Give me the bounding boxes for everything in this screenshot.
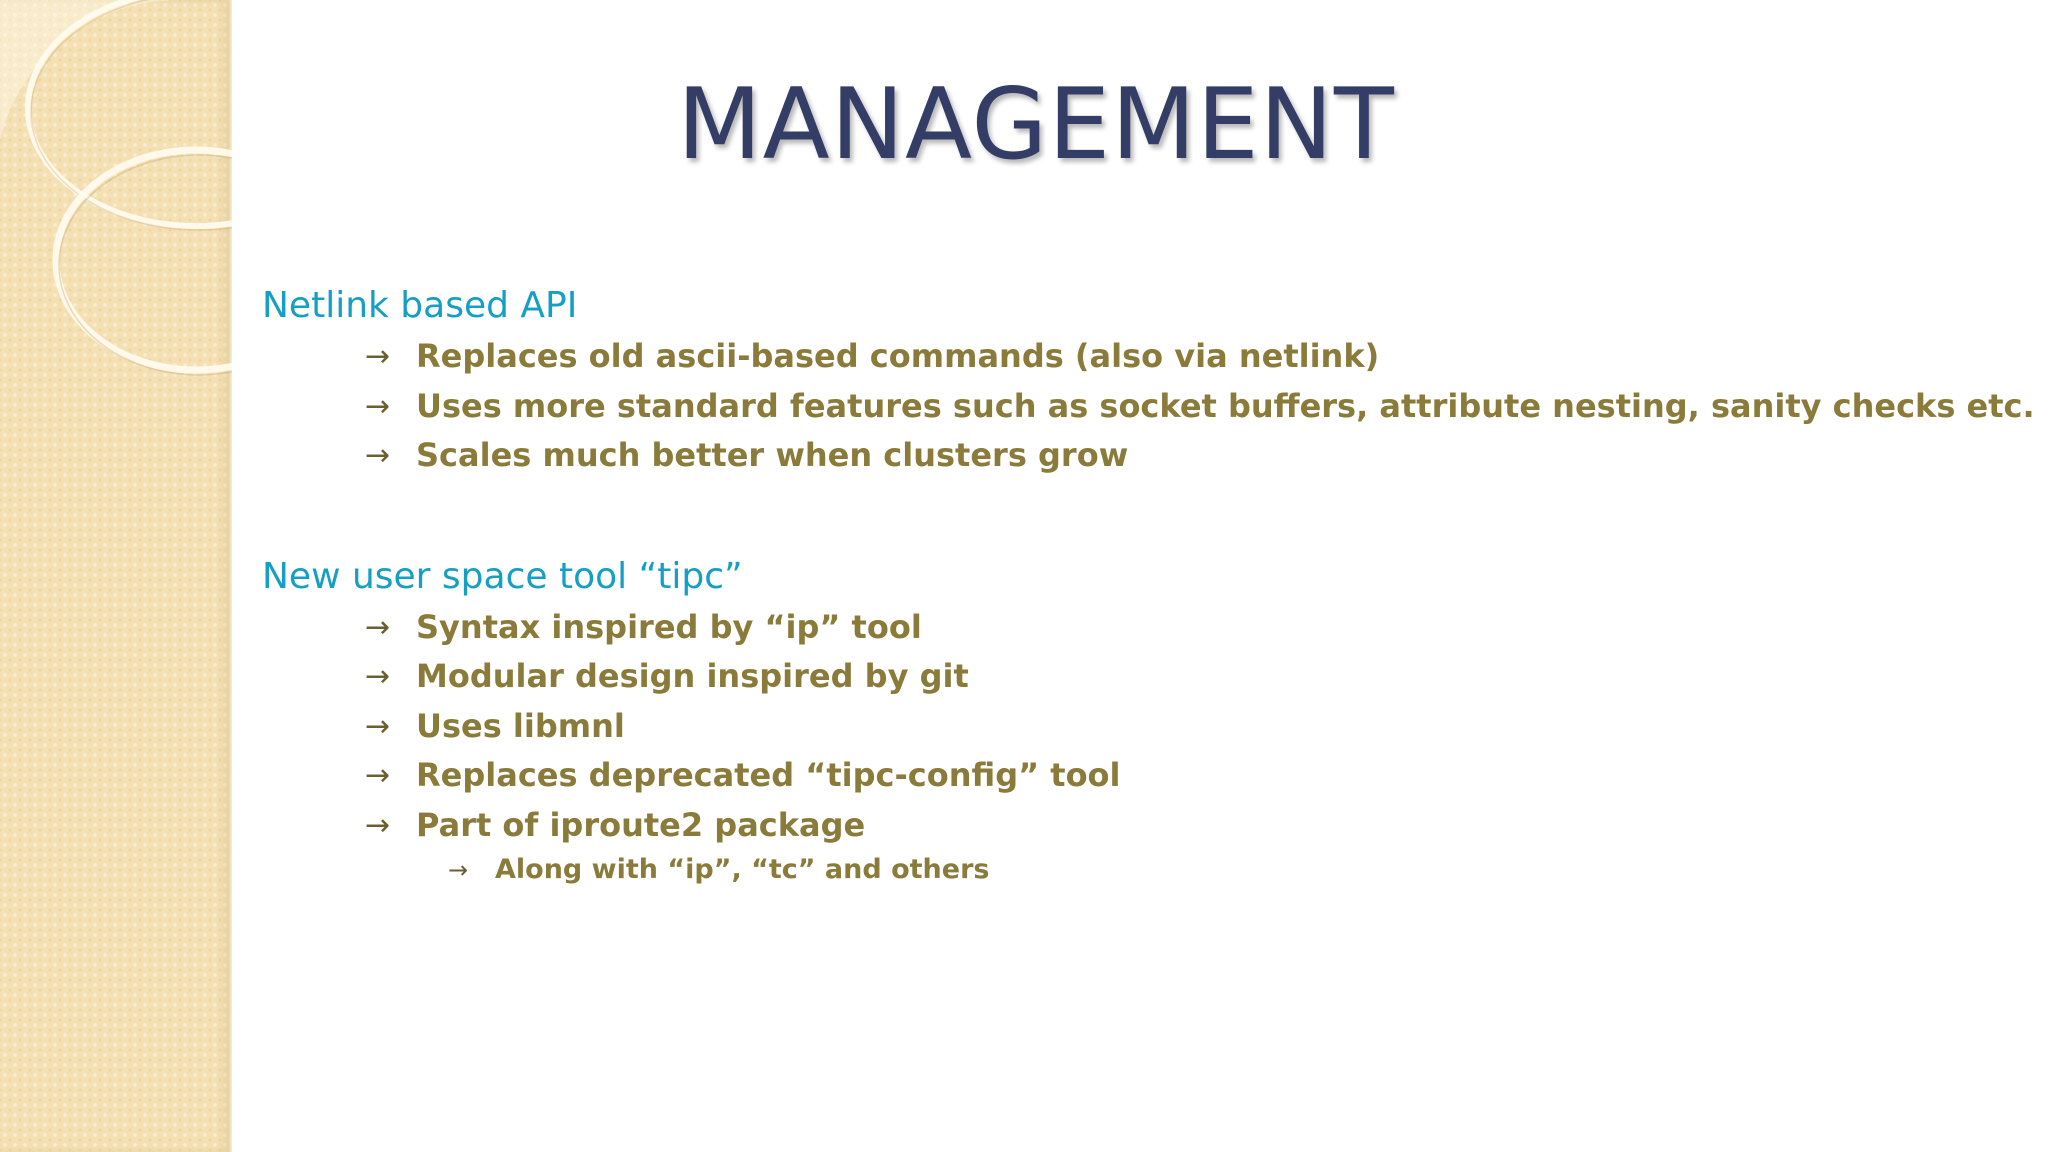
section-heading-tipc-tool: New user space tool “tipc”: [262, 555, 743, 597]
arrow-right-icon: →: [365, 438, 391, 473]
slide-title: [0, 68, 2048, 182]
bullet-item: [262, 382, 2035, 432]
section-gap: [262, 481, 2022, 551]
bullet-text: Uses libmnl: [416, 706, 625, 745]
bullet-item: [262, 801, 2022, 851]
arrow-right-icon: →: [365, 339, 391, 374]
bullet-item: [262, 751, 2022, 801]
sub-bullet-text: Along with “ip”, “tc” and others: [495, 854, 990, 885]
bullet-item: [262, 431, 2022, 481]
bullet-text: Uses more standard features such as socket buffers, attribute nesting, sanity checks etc.: [416, 386, 2035, 425]
arrow-right-icon: →: [365, 388, 391, 424]
slide-content: [262, 280, 2035, 890]
arrow-right-icon: →: [448, 856, 469, 884]
arrow-right-icon: →: [365, 807, 391, 843]
bullet-text: Scales much better when clusters grow: [416, 436, 1129, 474]
arrow-right-icon: →: [365, 659, 391, 694]
bullet-text: Replaces deprecated “tipc-config” tool: [416, 756, 1121, 794]
bullet-text: Syntax inspired by “ip” tool: [416, 607, 922, 646]
bullet-item: [262, 603, 2022, 653]
sub-bullet-item: [262, 850, 2022, 890]
arrow-right-icon: →: [365, 758, 391, 793]
bullet-text: Replaces old ascii-based commands (also via netlink): [416, 337, 1380, 375]
bullet-item: [262, 702, 2022, 752]
arrow-right-icon: →: [365, 708, 391, 744]
bullet-text: Modular design inspired by git: [416, 657, 969, 695]
bullet-item: [262, 332, 2022, 382]
bullet-item: [262, 652, 2022, 702]
slide-title-text: MANAGEMENT: [677, 68, 1395, 182]
decorative-swirl-icon: [0, 0, 232, 420]
bullet-text: Part of iproute2 package: [416, 805, 866, 844]
section-heading-netlink: Netlink based API: [262, 285, 578, 326]
arrow-right-icon: →: [365, 609, 391, 645]
